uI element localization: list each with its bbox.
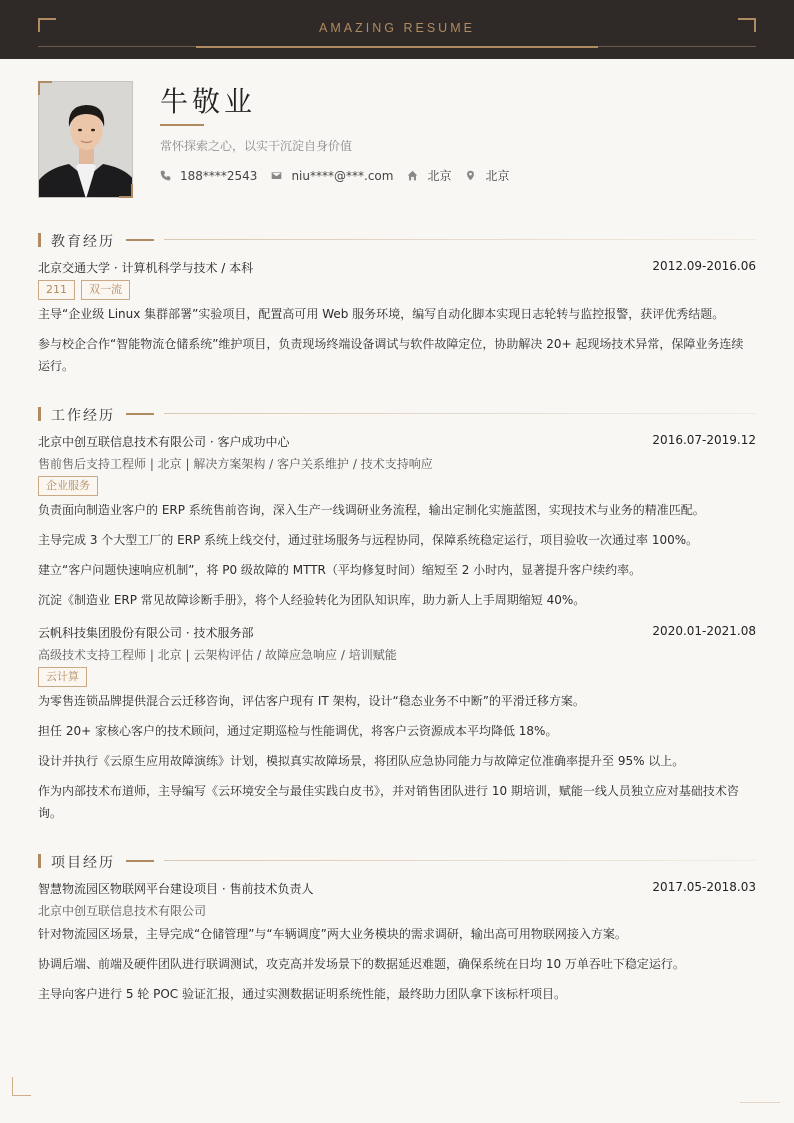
bullet-text: 作为内部技术布道师，主导编写《云环境安全与最佳实践白皮书》，并对销售团队进行 10 期培训，赋能一线人员独立应对基础技术咨询。	[38, 784, 739, 820]
section-divider	[164, 413, 756, 414]
work-role: 售前售后支持工程师 | 北京 | 解决方案架构 / 客户关系维护 / 技术支持响应	[38, 457, 433, 471]
bullet-text: 为零售连锁品牌提供混合云迁移咨询，评估客户现有 IT 架构，设计“稳态业务不中断”的平滑迁移方案。	[38, 694, 585, 708]
section-header-education	[38, 231, 756, 249]
work-entry-header	[38, 433, 756, 450]
contact-row	[160, 167, 523, 184]
education-org: 北京交通大学 · 计算机科学与技术 / 本科	[38, 261, 254, 275]
work-entry-header	[38, 624, 756, 641]
work-tags	[38, 667, 93, 687]
contact-location	[465, 167, 509, 184]
photo-corner-ornament	[119, 184, 133, 198]
phone-icon	[160, 170, 171, 181]
bullet-text: 沉淀《制造业 ERP 常见故障诊断手册》，将个人经验转化为团队知识库，助力新人上手周期缩短 40%。	[38, 593, 586, 607]
section-title: 工作经历	[51, 408, 115, 424]
home-text: 北京	[427, 169, 452, 183]
project-entry-header	[38, 880, 756, 897]
section-bar	[38, 854, 41, 868]
project-company: 北京中创互联信息技术有限公司	[38, 904, 207, 918]
work-date: 2020.01-2021.08	[652, 624, 756, 638]
name-underline	[160, 124, 204, 126]
bullet-text: 参与校企合作“智能物流仓储系统”维护项目，负责现场终端设备调试与软件故障定位，协助解决 20+ 起现场技术异常，保障业务连续运行。	[38, 337, 744, 373]
tag: 企业服务	[38, 476, 98, 496]
phone-text: 188****2543	[180, 168, 258, 183]
section-header-projects	[38, 852, 756, 870]
work-date: 2016.07-2019.12	[652, 433, 756, 447]
location-text: 北京	[485, 169, 510, 183]
education-date: 2012.09-2016.06	[652, 259, 756, 273]
work-role: 高级技术支持工程师 | 北京 | 云架构评估 / 故障应急响应 / 培训赋能	[38, 648, 397, 662]
section-divider	[164, 860, 756, 861]
header-divider-accent	[196, 46, 598, 48]
work-org: 北京中创互联信息技术有限公司 · 客户成功中心	[38, 435, 290, 449]
project-date: 2017.05-2018.03	[652, 880, 756, 894]
bullet-text: 协调后端、前端及硬件团队进行联调测试，攻克高并发场景下的数据延迟难题，确保系统在日均 10 万单吞吐下稳定运行。	[38, 957, 685, 971]
bullet-text: 针对物流园区场景，主导完成“仓储管理”与“车辆调度”两大业务模块的需求调研，输出高可用物联网接入方案。	[38, 927, 627, 941]
section-accent	[126, 239, 154, 241]
education-tags	[38, 280, 136, 300]
photo-corner-ornament	[38, 81, 52, 95]
bullet-text: 担任 20+ 家核心客户的技术顾问，通过定期巡检与性能调优，将客户云资源成本平均降低 18%。	[38, 724, 558, 738]
section-title: 项目经历	[51, 855, 115, 871]
contact-home	[407, 167, 451, 184]
bullet-text: 负责面向制造业客户的 ERP 系统售前咨询，深入生产一线调研业务流程，输出定制化实施蓝图，实现技术与业务的精准匹配。	[38, 503, 705, 517]
corner-ornament-bottom-left	[12, 1077, 31, 1096]
bullet-text: 主导“企业级 Linux 集群部署”实验项目，配置高可用 Web 服务环境，编写自动化脚本实现日志轮转与监控报警，获评优秀结题。	[38, 307, 725, 321]
profile-photo	[38, 81, 133, 198]
bullet-text: 设计并执行《云原生应用故障演练》计划，模拟真实故障场景，将团队应急协同能力与故障定位准确率提升至 95% 以上。	[38, 754, 685, 768]
project-name: 智慧物流园区物联网平台建设项目 · 售前技术负责人	[38, 882, 314, 896]
tag: 双一流	[81, 280, 130, 300]
education-entry-header	[38, 259, 756, 276]
section-title: 教育经历	[51, 234, 115, 250]
work-org: 云帆科技集团股份有限公司 · 技术服务部	[38, 626, 254, 640]
mail-icon	[271, 170, 282, 181]
tag: 211	[38, 280, 75, 300]
tag: 云计算	[38, 667, 87, 687]
corner-ornament-bottom-right	[740, 1102, 780, 1103]
portrait-image	[39, 82, 133, 198]
header-title: AMAZING RESUME	[319, 21, 475, 35]
location-pin-icon	[465, 170, 476, 181]
section-accent	[126, 860, 154, 862]
contact-phone	[160, 169, 257, 183]
section-bar	[38, 407, 41, 421]
bullet-text: 建立“客户问题快速响应机制”，将 P0 级故障的 MTTR（平均修复时间）缩短至 2 小时内，显著提升客户续约率。	[38, 563, 642, 577]
section-header-work	[38, 405, 756, 423]
candidate-name: 牛敬业	[160, 85, 257, 118]
email-text: niu****@***.com	[291, 168, 394, 183]
bullet-text: 主导完成 3 个大型工厂的 ERP 系统上线交付，通过驻场服务与远程协同，保障系统稳定运行，项目验收一次通过率 100%。	[38, 533, 699, 547]
home-icon	[407, 170, 418, 181]
work-tags	[38, 476, 104, 496]
motto: 常怀探索之心，以实干沉淀自身价值	[160, 139, 353, 153]
section-accent	[126, 413, 154, 415]
section-bar	[38, 233, 41, 247]
bullet-text: 主导向客户进行 5 轮 POC 验证汇报，通过实测数据证明系统性能，最终助力团队拿下该标杆项目。	[38, 987, 566, 1001]
section-divider	[164, 239, 756, 240]
contact-email	[271, 169, 393, 183]
